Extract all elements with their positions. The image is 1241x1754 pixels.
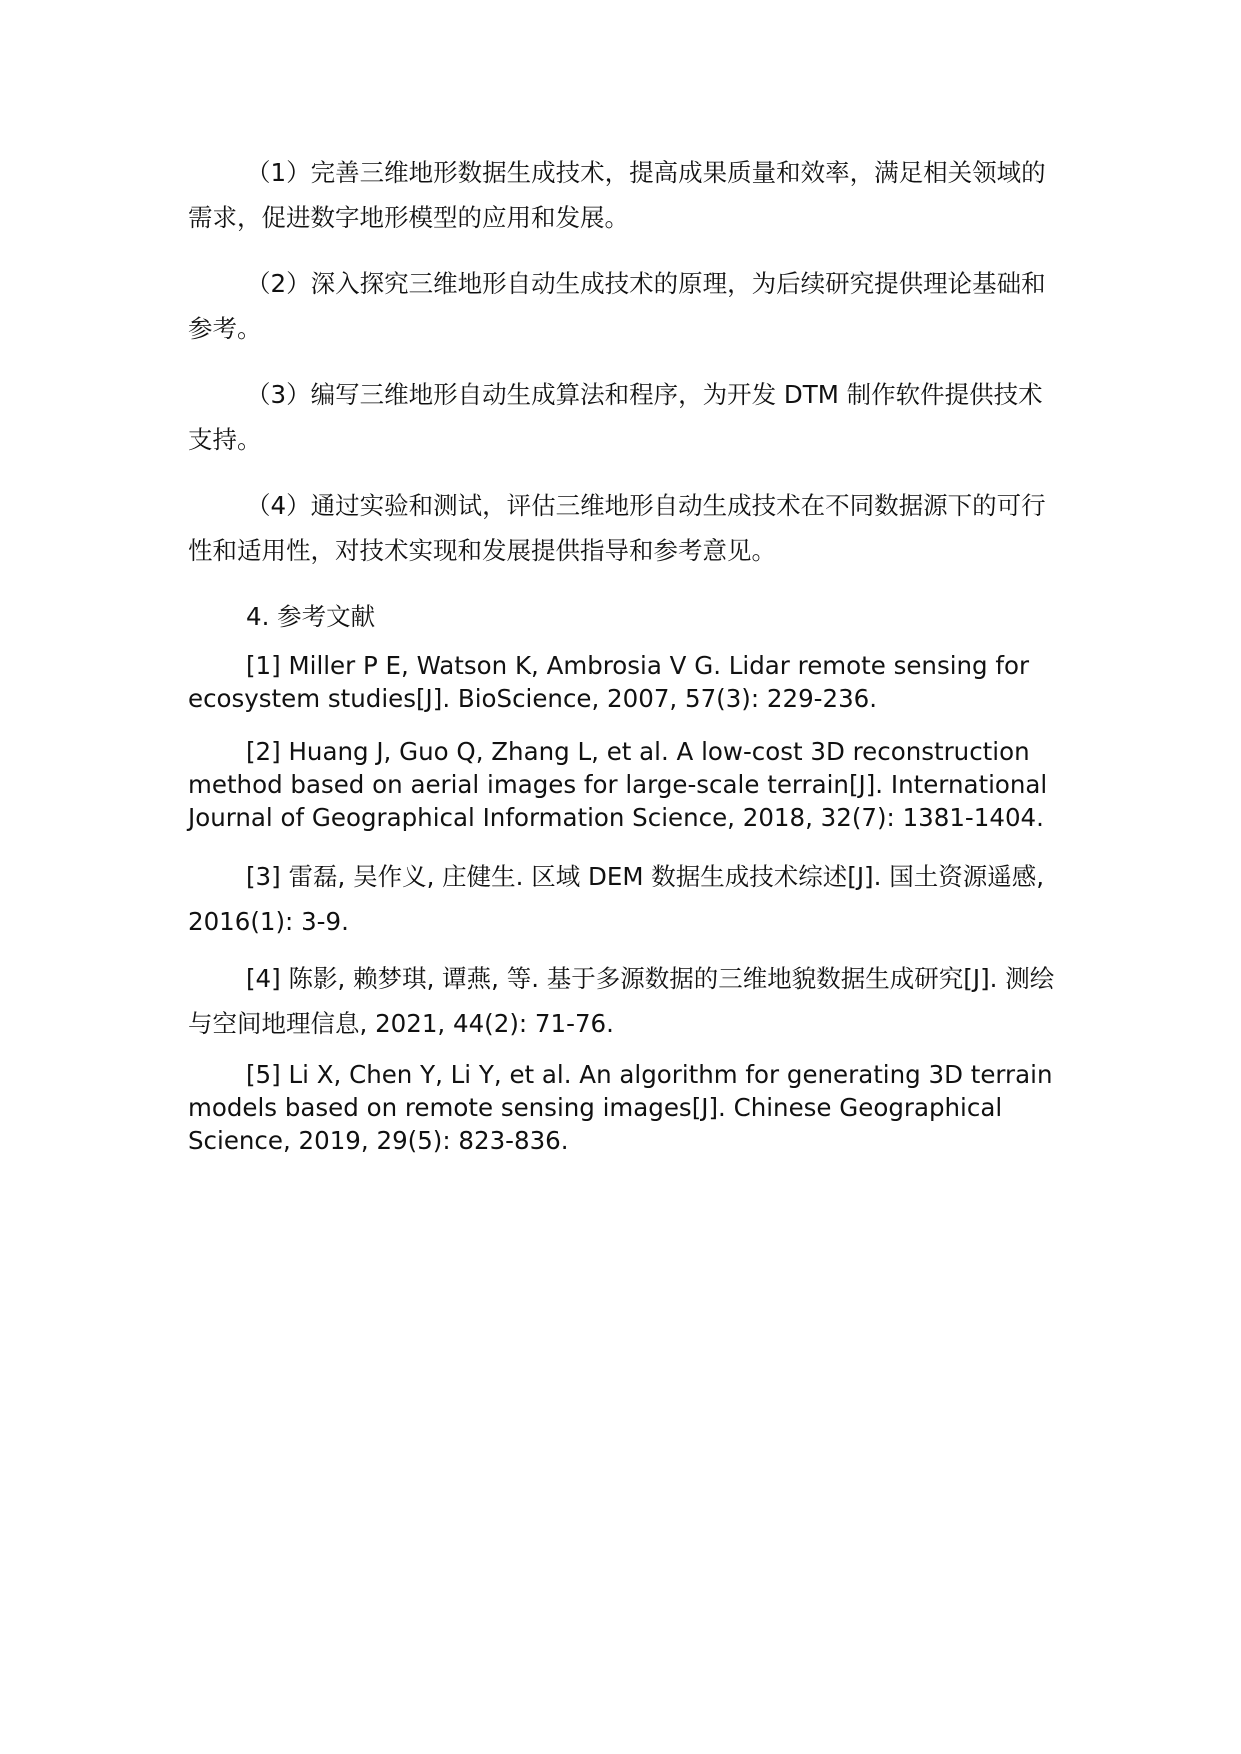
reference-5: [5] Li X, Chen Y, Li Y, et al. An algorithm for generating 3D terrain models based on remote sensing images[J]. Chinese Geographical Science, 2019, 29(5): 823-836. — [188, 1060, 1053, 1155]
reference-2: [2] Huang J, Guo Q, Zhang L, et al. A low-cost 3D reconstruction method based on aerial images for large-scale terrain[J]. International Journal of Geographical Information Science, 2018, 32(7): 1381-1404. — [188, 737, 1048, 832]
reference-1: [1] Miller P E, Watson K, Ambrosia V G. Lidar remote sensing for ecosystem studies[J]. BioScience, 2007, 57(3): 229-236. — [188, 651, 1030, 713]
reference-3: [3] 雷磊, 吴作义, 庄健生. 区域 DEM 数据生成技术综述[J]. 国土资源遥感, 2016(1): 3-9. — [188, 862, 1044, 936]
reference-4: [4] 陈影, 赖梦琪, 谭燕, 等. 基于多源数据的三维地貌数据生成研究[J]. 测绘与空间地理信息, 2021, 44(2): 71-76. — [188, 964, 1055, 1038]
objective-2: （2）深入探究三维地形自动生成技术的原理，为后续研究提供理论基础和参考。 — [188, 269, 1046, 343]
document-body — [188, 150, 1060, 1177]
objective-3: （3）编写三维地形自动生成算法和程序，为开发 DTM 制作软件提供技术支持。 — [188, 380, 1043, 454]
references-heading: 4. 参考文献 — [246, 602, 376, 631]
objective-1: （1）完善三维地形数据生成技术，提高成果质量和效率，满足相关领域的需求，促进数字地形模型的应用和发展。 — [188, 158, 1046, 232]
objective-4: （4）通过实验和测试，评估三维地形自动生成技术在不同数据源下的可行性和适用性，对技术实现和发展提供指导和参考意见。 — [188, 491, 1046, 565]
